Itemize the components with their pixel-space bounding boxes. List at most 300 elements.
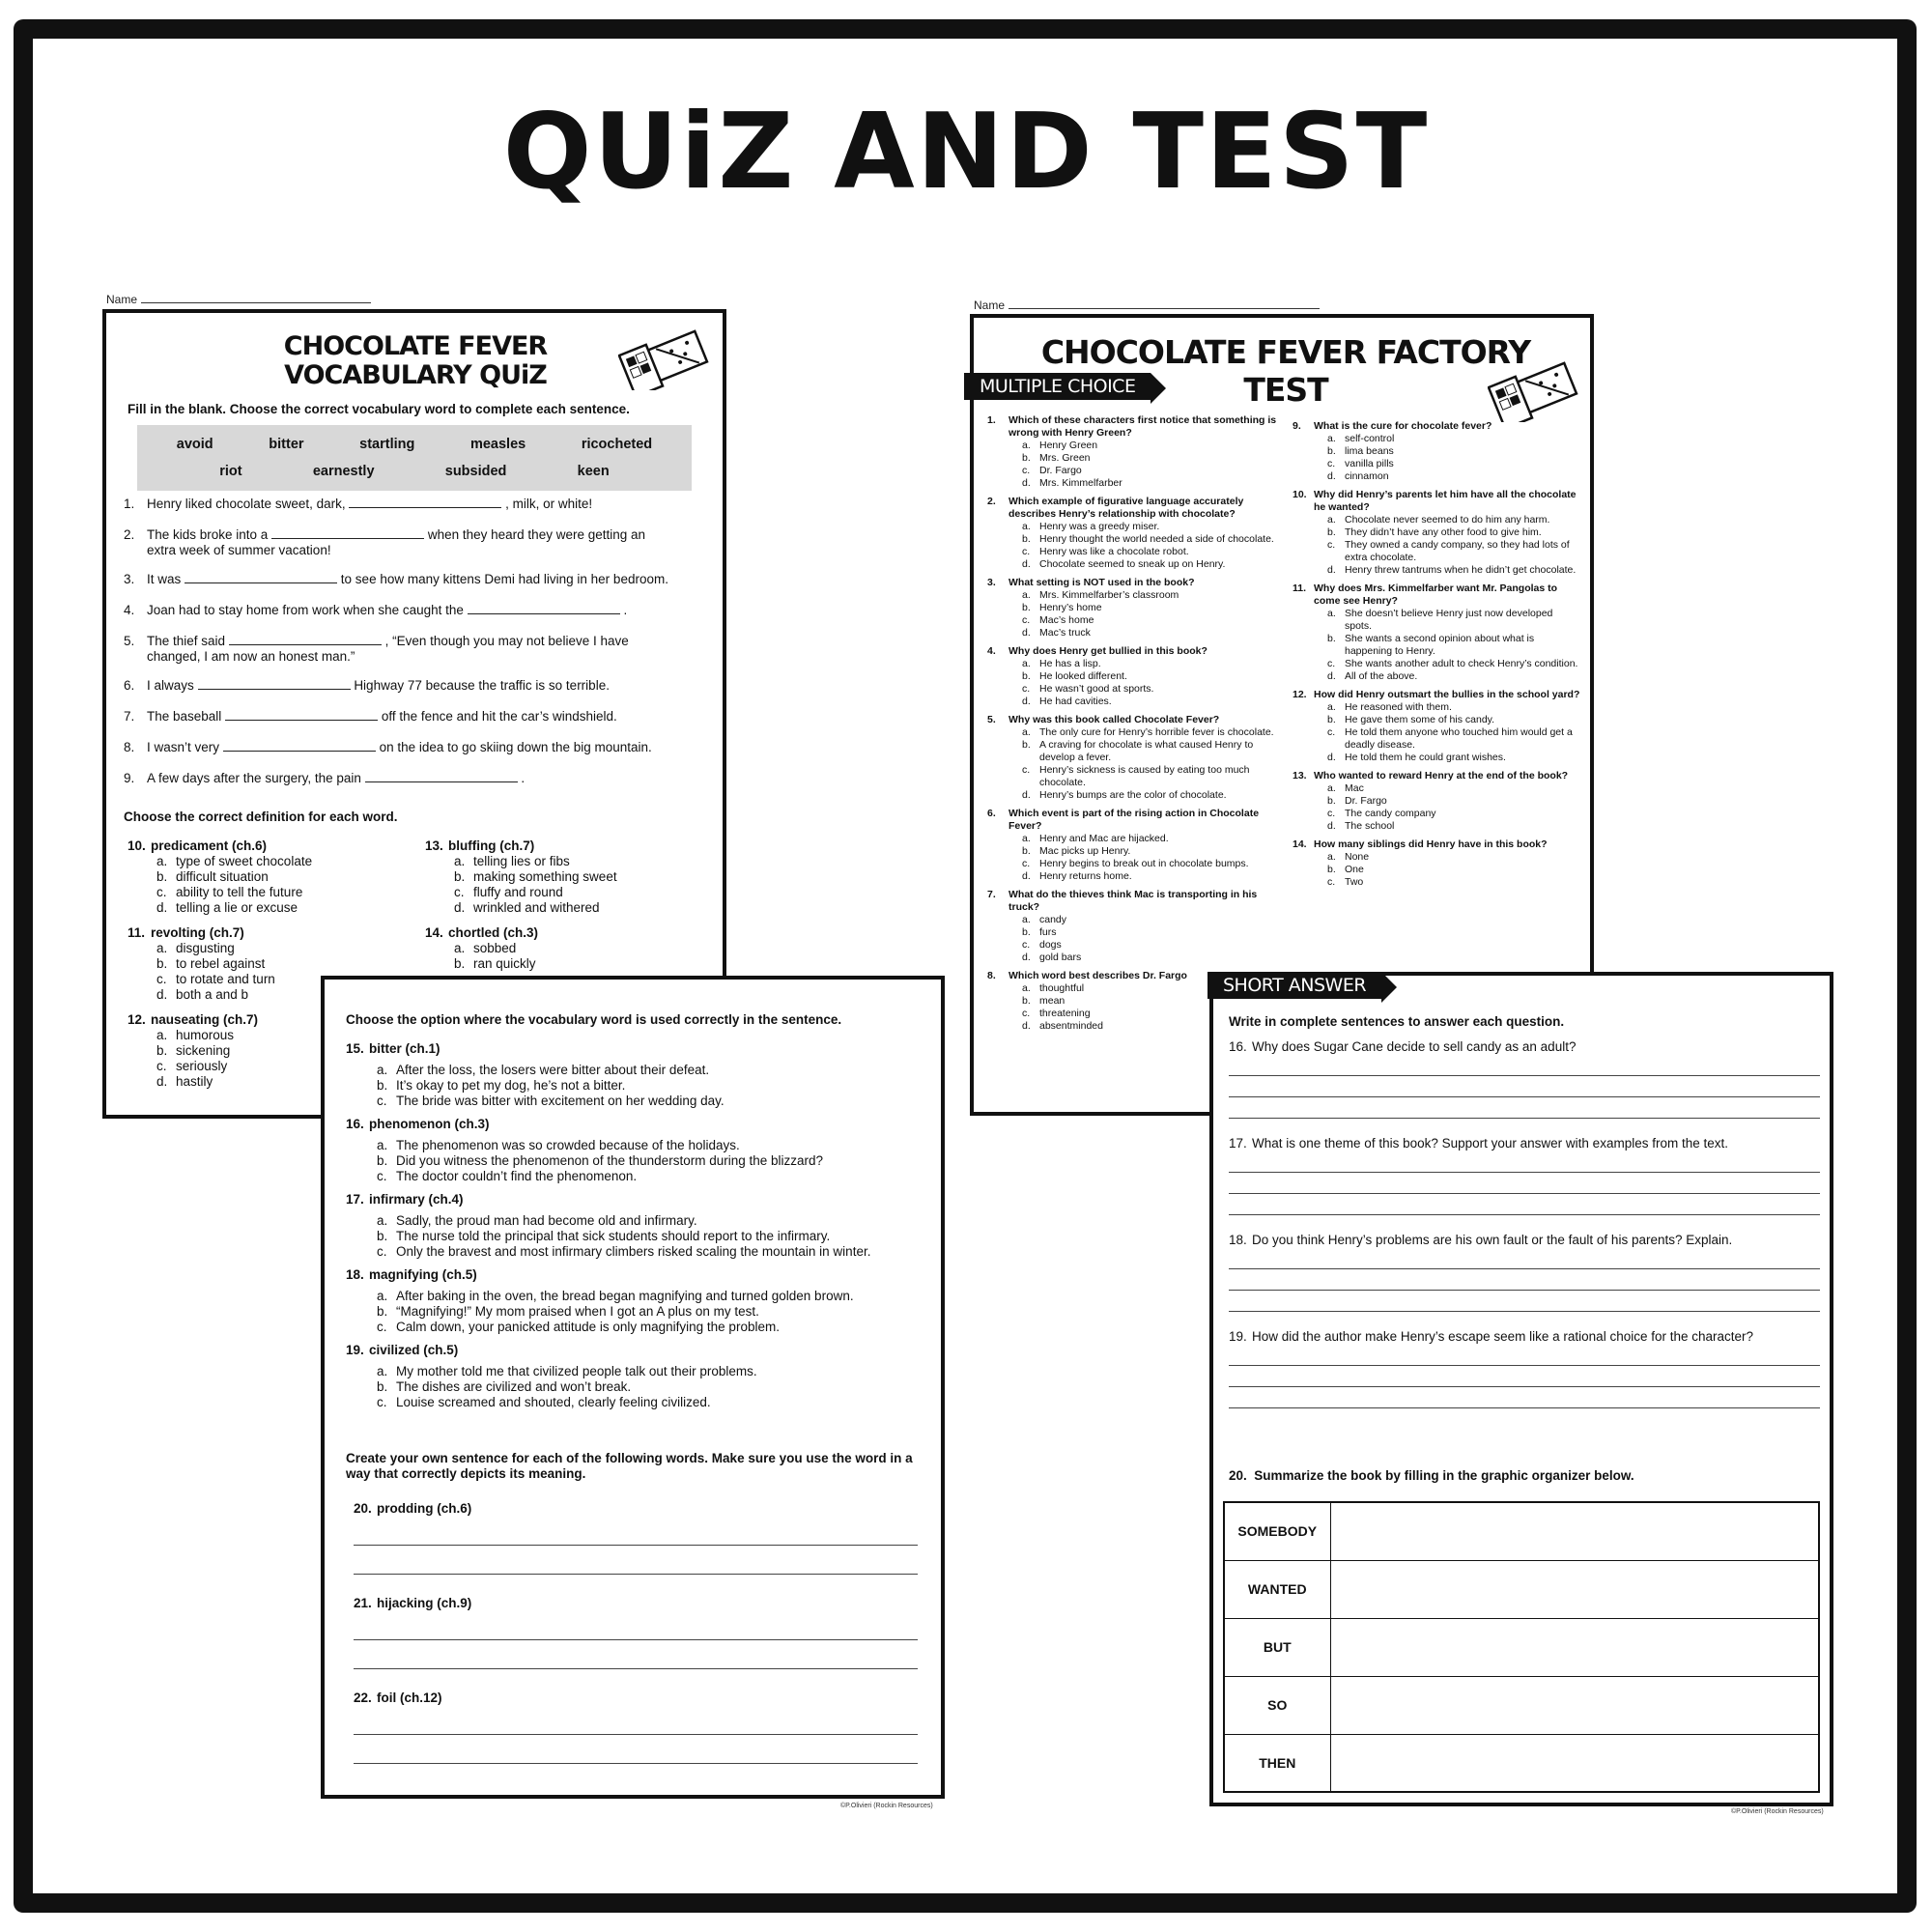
writing-line[interactable] xyxy=(354,1611,918,1640)
question-text: Do you think Henry’s problems are his own fault or the fault of his parents? Explain. xyxy=(1252,1233,1733,1247)
option-letter: a. xyxy=(377,1289,388,1303)
item-number: 13. xyxy=(425,838,443,853)
answer-option[interactable] xyxy=(454,900,715,916)
answer-option[interactable] xyxy=(1327,470,1582,483)
option-letter: a. xyxy=(1327,701,1336,713)
word-bank xyxy=(137,425,692,491)
answer-option[interactable] xyxy=(1022,833,1277,845)
option-letter: a. xyxy=(1022,521,1031,532)
test-name-field: Name xyxy=(974,298,1320,312)
answer-option[interactable] xyxy=(1022,533,1277,546)
answer-options xyxy=(1022,833,1277,883)
answer-option[interactable] xyxy=(454,956,715,972)
page-headline: QUiZ AND TEST xyxy=(502,92,1430,213)
option-text: to rotate and turn xyxy=(176,972,275,986)
option-text: Henry was like a chocolate robot. xyxy=(1039,546,1189,557)
option-letter: a. xyxy=(454,941,466,955)
writing-line[interactable] xyxy=(354,1706,918,1735)
item-number: 7. xyxy=(987,889,996,900)
organizer-label: SOMEBODY xyxy=(1224,1502,1330,1560)
mc-question-text xyxy=(1293,838,1582,851)
answer-options xyxy=(1327,433,1582,483)
option-text: Henry returns home. xyxy=(1039,870,1132,882)
answer-option[interactable] xyxy=(1022,683,1277,696)
answer-options xyxy=(156,854,417,916)
option-letter: a. xyxy=(1022,440,1031,451)
answer-option[interactable] xyxy=(1327,726,1582,752)
answer-option[interactable] xyxy=(1327,564,1582,577)
answer-option[interactable] xyxy=(1327,514,1582,526)
answer-option[interactable] xyxy=(1327,782,1582,795)
answer-blank[interactable] xyxy=(349,497,501,508)
item-text-before: I wasn’t very xyxy=(147,740,220,754)
option-letter: d. xyxy=(156,987,168,1002)
answer-options xyxy=(1327,851,1582,889)
option-text: Mac’s home xyxy=(1039,614,1094,626)
answer-option[interactable] xyxy=(1327,864,1582,876)
writing-line[interactable] xyxy=(1229,1345,1820,1366)
answer-option[interactable] xyxy=(1022,696,1277,708)
option-text: sobbed xyxy=(473,941,517,955)
organizer-answer-cell[interactable] xyxy=(1330,1502,1819,1560)
mc-question-text xyxy=(987,496,1277,521)
definition-word-text: nauseating (ch.7) xyxy=(151,1012,259,1027)
word-bank-word: subsided xyxy=(444,464,507,479)
mc-question-text xyxy=(987,414,1277,440)
option-letter: a. xyxy=(454,854,466,868)
organizer-label: SO xyxy=(1224,1676,1330,1734)
option-text: cinnamon xyxy=(1345,470,1389,482)
create-instruction: Create your own sentence for each of the following words. Make sure you use the word in a way that correctly depicts its meaning. xyxy=(346,1451,913,1481)
option-letter: b. xyxy=(1327,795,1336,807)
option-letter: a. xyxy=(1327,433,1336,444)
option-text: Mac’s truck xyxy=(1039,627,1091,639)
answer-option[interactable] xyxy=(377,1289,925,1304)
answer-option[interactable] xyxy=(156,941,417,956)
question-text: Which word best describes Dr. Fargo xyxy=(1009,970,1187,981)
answer-option[interactable] xyxy=(377,1395,925,1410)
answer-option[interactable] xyxy=(1022,546,1277,558)
definition-question xyxy=(425,838,715,916)
option-text: A craving for chocolate is what caused Henry to develop a fever. xyxy=(1039,739,1254,763)
option-text: After baking in the oven, the bread began magnifying and turned golden brown. xyxy=(396,1289,854,1303)
option-text: The doctor couldn’t find the phenomenon. xyxy=(396,1169,638,1183)
answer-option[interactable] xyxy=(1022,440,1277,452)
short-answer-question xyxy=(1229,1329,1820,1408)
item-number: 21. xyxy=(354,1596,372,1610)
answer-blank[interactable] xyxy=(223,740,376,752)
answer-option[interactable] xyxy=(377,1379,925,1395)
item-number: 3. xyxy=(124,572,135,586)
option-letter: a. xyxy=(1022,658,1031,669)
writing-line[interactable] xyxy=(1229,1269,1820,1291)
option-text: One xyxy=(1345,864,1364,875)
option-letter: a. xyxy=(377,1364,388,1378)
option-text: absentminded xyxy=(1039,1020,1103,1032)
answer-option[interactable] xyxy=(1022,952,1277,964)
answer-options xyxy=(1327,514,1582,577)
answer-option[interactable] xyxy=(1022,764,1277,789)
writing-line[interactable] xyxy=(1229,1173,1820,1194)
definition-word-text: bluffing (ch.7) xyxy=(448,838,535,853)
option-letter: b. xyxy=(156,1043,168,1058)
option-text: Dr. Fargo xyxy=(1345,795,1387,807)
option-text: Mrs. Kimmelfarber’s classroom xyxy=(1039,589,1179,601)
writing-line[interactable] xyxy=(1229,1194,1820,1215)
option-text: He told them anyone who touched him would get a deadly disease. xyxy=(1345,726,1573,751)
answer-option[interactable] xyxy=(1327,526,1582,539)
item-number: 19. xyxy=(1229,1329,1247,1344)
answer-option[interactable] xyxy=(156,885,417,900)
answer-option[interactable] xyxy=(1327,433,1582,445)
writing-line[interactable] xyxy=(1229,1366,1820,1387)
option-letter: a. xyxy=(156,854,168,868)
answer-option[interactable] xyxy=(156,956,417,972)
item-number: 1. xyxy=(124,497,135,511)
organizer-answer-cell[interactable] xyxy=(1330,1676,1819,1734)
answer-option[interactable] xyxy=(1327,820,1582,833)
answer-options xyxy=(377,1138,925,1184)
mc-question-text xyxy=(1293,689,1582,701)
definition-right-column xyxy=(425,838,715,981)
answer-option[interactable] xyxy=(454,854,715,869)
mc-question xyxy=(1293,838,1582,889)
answer-option[interactable] xyxy=(1327,539,1582,564)
answer-option[interactable] xyxy=(1327,458,1582,470)
writing-line[interactable] xyxy=(354,1517,918,1546)
option-text: Calm down, your panicked attitude is only magnifying the problem. xyxy=(396,1320,780,1334)
mc-question xyxy=(987,645,1277,708)
mc-question-text xyxy=(1293,770,1582,782)
word-bank-word: avoid xyxy=(176,437,213,452)
short-answer-banner: SHORT ANSWER xyxy=(1208,972,1381,999)
writing-line[interactable] xyxy=(1229,1248,1820,1269)
option-text: gold bars xyxy=(1039,952,1082,963)
option-text: Henry begins to break out in chocolate bumps. xyxy=(1039,858,1249,869)
answer-option[interactable] xyxy=(1022,789,1277,802)
multiple-choice-banner: MULTIPLE CHOICE xyxy=(964,373,1151,400)
mc-question xyxy=(1293,582,1582,683)
option-letter: d. xyxy=(1022,477,1031,489)
answer-option[interactable] xyxy=(454,941,715,956)
option-letter: c. xyxy=(1022,546,1031,557)
answer-option[interactable] xyxy=(1327,808,1582,820)
short-answer-question-text xyxy=(1229,1329,1820,1345)
option-text: Mrs. Green xyxy=(1039,452,1091,464)
item-text-continued: changed, I am now an honest man.” xyxy=(147,649,355,664)
answer-option[interactable] xyxy=(1327,633,1582,658)
question-text: How did Henry outsmart the bullies in the school yard? xyxy=(1314,689,1580,700)
option-letter: c. xyxy=(156,1059,167,1073)
usage-word xyxy=(346,1343,925,1358)
answer-option[interactable] xyxy=(1327,701,1582,714)
option-text: disgusting xyxy=(176,941,235,955)
option-letter: b. xyxy=(1022,739,1031,751)
answer-options xyxy=(1022,914,1277,964)
quiz-name-field: Name xyxy=(106,292,371,306)
answer-option[interactable] xyxy=(156,869,417,885)
question-text: Why was this book called Chocolate Fever? xyxy=(1009,714,1220,725)
answer-option[interactable] xyxy=(1022,614,1277,627)
writing-line[interactable] xyxy=(1229,1387,1820,1408)
answer-option[interactable] xyxy=(1022,926,1277,939)
answer-option[interactable] xyxy=(1327,851,1582,864)
question-text: Which of these characters first notice that something is wrong with Henry Green? xyxy=(1009,414,1277,439)
option-letter: a. xyxy=(1022,914,1031,925)
option-letter: a. xyxy=(156,1028,168,1042)
answer-option[interactable] xyxy=(1327,445,1582,458)
answer-option[interactable] xyxy=(454,869,715,885)
item-text-before: The kids broke into a xyxy=(147,527,269,542)
item-text-after: on the idea to go skiing down the big mountain. xyxy=(379,740,652,754)
answer-option[interactable] xyxy=(377,1304,925,1320)
answer-option[interactable] xyxy=(1022,521,1277,533)
question-text: Why does Sugar Cane decide to sell candy as an adult? xyxy=(1252,1039,1577,1054)
answer-blank[interactable] xyxy=(365,771,518,782)
answer-option[interactable] xyxy=(454,885,715,900)
option-text: He wasn’t good at sports. xyxy=(1039,683,1154,695)
option-text: Henry thought the world needed a side of chocolate. xyxy=(1039,533,1274,545)
mc-question xyxy=(987,889,1277,964)
option-text: to rebel against xyxy=(176,956,266,971)
create-word-text: prodding (ch.6) xyxy=(377,1501,472,1516)
answer-options xyxy=(377,1213,925,1260)
writing-line[interactable] xyxy=(1229,1055,1820,1076)
option-letter: a. xyxy=(1022,982,1031,994)
answer-option[interactable] xyxy=(377,1364,925,1379)
answer-option[interactable] xyxy=(1022,914,1277,926)
option-letter: a. xyxy=(1022,833,1031,844)
question-text: What setting is NOT used in the book? xyxy=(1009,577,1195,588)
option-text: Henry Green xyxy=(1039,440,1098,451)
answer-option[interactable] xyxy=(377,1063,925,1078)
option-text: They owned a candy company, so they had lots of extra chocolate. xyxy=(1345,539,1570,563)
answer-option[interactable] xyxy=(1327,795,1582,808)
usage-question xyxy=(346,1267,925,1335)
writing-line[interactable] xyxy=(1229,1151,1820,1173)
option-letter: c. xyxy=(377,1244,387,1259)
item-text-before: It was xyxy=(147,572,182,586)
item-text-before: The baseball xyxy=(147,709,222,724)
answer-option[interactable] xyxy=(1327,752,1582,764)
option-letter: d. xyxy=(1022,952,1031,963)
option-text: seriously xyxy=(176,1059,228,1073)
mc-question xyxy=(987,414,1277,490)
answer-blank[interactable] xyxy=(198,678,351,690)
answer-blank[interactable] xyxy=(225,709,378,721)
option-text: He looked different. xyxy=(1039,670,1127,682)
question-text: Why did Henry’s parents let him have all the chocolate he wanted? xyxy=(1314,489,1577,513)
answer-blank[interactable] xyxy=(229,634,382,645)
answer-option[interactable] xyxy=(1327,876,1582,889)
short-answer-page xyxy=(1209,972,1833,1806)
option-letter: a. xyxy=(1327,782,1336,794)
option-letter: d. xyxy=(1327,564,1336,576)
option-letter: b. xyxy=(1327,864,1336,875)
answer-option[interactable] xyxy=(377,1169,925,1184)
answer-option[interactable] xyxy=(1022,658,1277,670)
create-word-text: foil (ch.12) xyxy=(377,1690,442,1705)
answer-option[interactable] xyxy=(1022,845,1277,858)
usage-word xyxy=(346,1041,925,1057)
answer-option[interactable] xyxy=(1022,726,1277,739)
option-text: Two xyxy=(1345,876,1364,888)
answer-option[interactable] xyxy=(1022,477,1277,490)
option-text: The dishes are civilized and won’t break. xyxy=(396,1379,632,1394)
answer-option[interactable] xyxy=(1327,658,1582,670)
item-text-after: to see how many kittens Demi had living in her bedroom. xyxy=(340,572,668,586)
option-text: Did you witness the phenomenon of the thunderstorm during the blizzard? xyxy=(396,1153,824,1168)
vocabulary-quiz-page-2 xyxy=(321,976,945,1799)
item-number: 17. xyxy=(346,1192,364,1207)
option-text: The phenomenon was so crowded because of the holidays. xyxy=(396,1138,740,1152)
mc-question xyxy=(1293,689,1582,764)
fill-instruction: Fill in the blank. Choose the correct vocabulary word to complete each sentence. xyxy=(128,402,630,416)
option-text: Chocolate never seemed to do him any harm. xyxy=(1345,514,1550,526)
usage-question xyxy=(346,1192,925,1260)
item-text-continued: extra week of summer vacation! xyxy=(147,543,331,557)
organizer-answer-cell[interactable] xyxy=(1330,1618,1819,1676)
answer-option[interactable] xyxy=(156,900,417,916)
answer-options xyxy=(1327,782,1582,833)
item-text-before: Joan had to stay home from work when she caught the xyxy=(147,603,464,617)
create-sentence-list xyxy=(354,1501,918,1785)
mc-question-text xyxy=(1293,420,1582,433)
option-text: The only cure for Henry’s horrible fever is chocolate. xyxy=(1039,726,1274,738)
option-letter: b. xyxy=(1022,926,1031,938)
answer-options xyxy=(377,1364,925,1410)
answer-options xyxy=(1022,658,1277,708)
option-letter: a. xyxy=(1022,726,1031,738)
answer-option[interactable] xyxy=(1022,739,1277,764)
answer-option[interactable] xyxy=(1022,939,1277,952)
writing-line[interactable] xyxy=(354,1640,918,1669)
option-letter: b. xyxy=(1022,533,1031,545)
answer-blank[interactable] xyxy=(468,603,620,614)
answer-option[interactable] xyxy=(377,1229,925,1244)
option-letter: a. xyxy=(1327,514,1336,526)
fill-in-item xyxy=(124,527,713,558)
option-letter: b. xyxy=(156,869,168,884)
definition-word xyxy=(128,838,417,854)
option-text: hastily xyxy=(176,1074,213,1089)
answer-option[interactable] xyxy=(1327,608,1582,633)
option-text: Mrs. Kimmelfarber xyxy=(1039,477,1122,489)
option-text: making something sweet xyxy=(473,869,617,884)
item-text-after: Highway 77 because the traffic is so terrible. xyxy=(354,678,610,693)
answer-option[interactable] xyxy=(1022,452,1277,465)
option-text: ran quickly xyxy=(473,956,536,971)
option-text: dogs xyxy=(1039,939,1062,951)
answer-option[interactable] xyxy=(1022,465,1277,477)
organizer-answer-cell[interactable] xyxy=(1330,1560,1819,1618)
answer-option[interactable] xyxy=(377,1138,925,1153)
option-text: furs xyxy=(1039,926,1057,938)
answer-option[interactable] xyxy=(1022,602,1277,614)
quiz-title: CHOCOLATE FEVER VOCABULARY QUiZ xyxy=(283,331,548,390)
answer-option[interactable] xyxy=(1327,714,1582,726)
answer-option[interactable] xyxy=(377,1153,925,1169)
option-text: Henry’s bumps are the color of chocolate. xyxy=(1039,789,1227,801)
answer-option[interactable] xyxy=(377,1244,925,1260)
option-text: After the loss, the losers were bitter about their defeat. xyxy=(396,1063,710,1077)
answer-option[interactable] xyxy=(1022,589,1277,602)
fill-in-item xyxy=(124,634,713,665)
item-number: 12. xyxy=(128,1012,146,1027)
option-text: They didn’t have any other food to give him. xyxy=(1345,526,1542,538)
answer-option[interactable] xyxy=(377,1320,925,1335)
option-letter: b. xyxy=(377,1078,388,1093)
answer-option[interactable] xyxy=(1022,670,1277,683)
answer-option[interactable] xyxy=(1022,558,1277,571)
option-text: Henry and Mac are hijacked. xyxy=(1039,833,1169,844)
answer-option[interactable] xyxy=(1022,627,1277,639)
option-text: He had cavities. xyxy=(1039,696,1112,707)
summary-question: 20. Summarize the book by filling in the graphic organizer below. xyxy=(1229,1468,1634,1483)
option-text: “Magnifying!” My mom praised when I got an A plus on my test. xyxy=(396,1304,759,1319)
answer-option[interactable] xyxy=(1327,670,1582,683)
answer-option[interactable] xyxy=(377,1213,925,1229)
item-number: 4. xyxy=(987,645,996,657)
item-text xyxy=(147,634,713,665)
fill-in-item xyxy=(124,771,713,786)
option-text: Henry was a greedy miser. xyxy=(1039,521,1160,532)
organizer-answer-cell[interactable] xyxy=(1330,1734,1819,1792)
option-letter: c. xyxy=(1327,808,1336,819)
item-number: 10. xyxy=(1293,489,1307,500)
option-text: He told them he could grant wishes. xyxy=(1345,752,1506,763)
option-text: She doesn’t believe Henry just now developed spots. xyxy=(1345,608,1553,632)
option-letter: d. xyxy=(1022,1020,1031,1032)
option-text: None xyxy=(1345,851,1370,863)
answer-option[interactable] xyxy=(377,1094,925,1109)
usage-question xyxy=(346,1343,925,1410)
item-text xyxy=(147,572,713,587)
option-letter: c. xyxy=(1022,1008,1031,1019)
mc-question xyxy=(987,496,1277,571)
option-letter: b. xyxy=(1327,526,1336,538)
writing-line[interactable] xyxy=(1229,1097,1820,1119)
answer-blank[interactable] xyxy=(185,572,337,583)
fill-in-item xyxy=(124,740,713,755)
item-number: 9. xyxy=(1293,420,1301,432)
option-text: Henry’s sickness is caused by eating too much chocolate. xyxy=(1039,764,1250,788)
option-letter: b. xyxy=(454,869,466,884)
answer-option[interactable] xyxy=(156,854,417,869)
word-bank-word: riot xyxy=(219,464,242,479)
answer-option[interactable] xyxy=(1022,858,1277,870)
answer-blank[interactable] xyxy=(271,527,424,539)
option-text: mean xyxy=(1039,995,1065,1007)
fill-in-item xyxy=(124,709,713,724)
writing-line[interactable] xyxy=(1229,1076,1820,1097)
option-text: Dr. Fargo xyxy=(1039,465,1082,476)
organizer-row xyxy=(1224,1734,1819,1792)
writing-line[interactable] xyxy=(1229,1291,1820,1312)
option-letter: d. xyxy=(1022,696,1031,707)
item-number: 12. xyxy=(1293,689,1307,700)
writing-line[interactable] xyxy=(354,1735,918,1764)
item-number: 15. xyxy=(346,1041,364,1056)
option-letter: a. xyxy=(1022,589,1031,601)
answer-options xyxy=(377,1289,925,1335)
answer-option[interactable] xyxy=(377,1078,925,1094)
writing-line[interactable] xyxy=(354,1546,918,1575)
item-text-after: when they heard they were getting an xyxy=(427,527,646,542)
option-text: vanilla pills xyxy=(1345,458,1394,469)
item-number: 11. xyxy=(1293,582,1307,594)
answer-option[interactable] xyxy=(1022,870,1277,883)
